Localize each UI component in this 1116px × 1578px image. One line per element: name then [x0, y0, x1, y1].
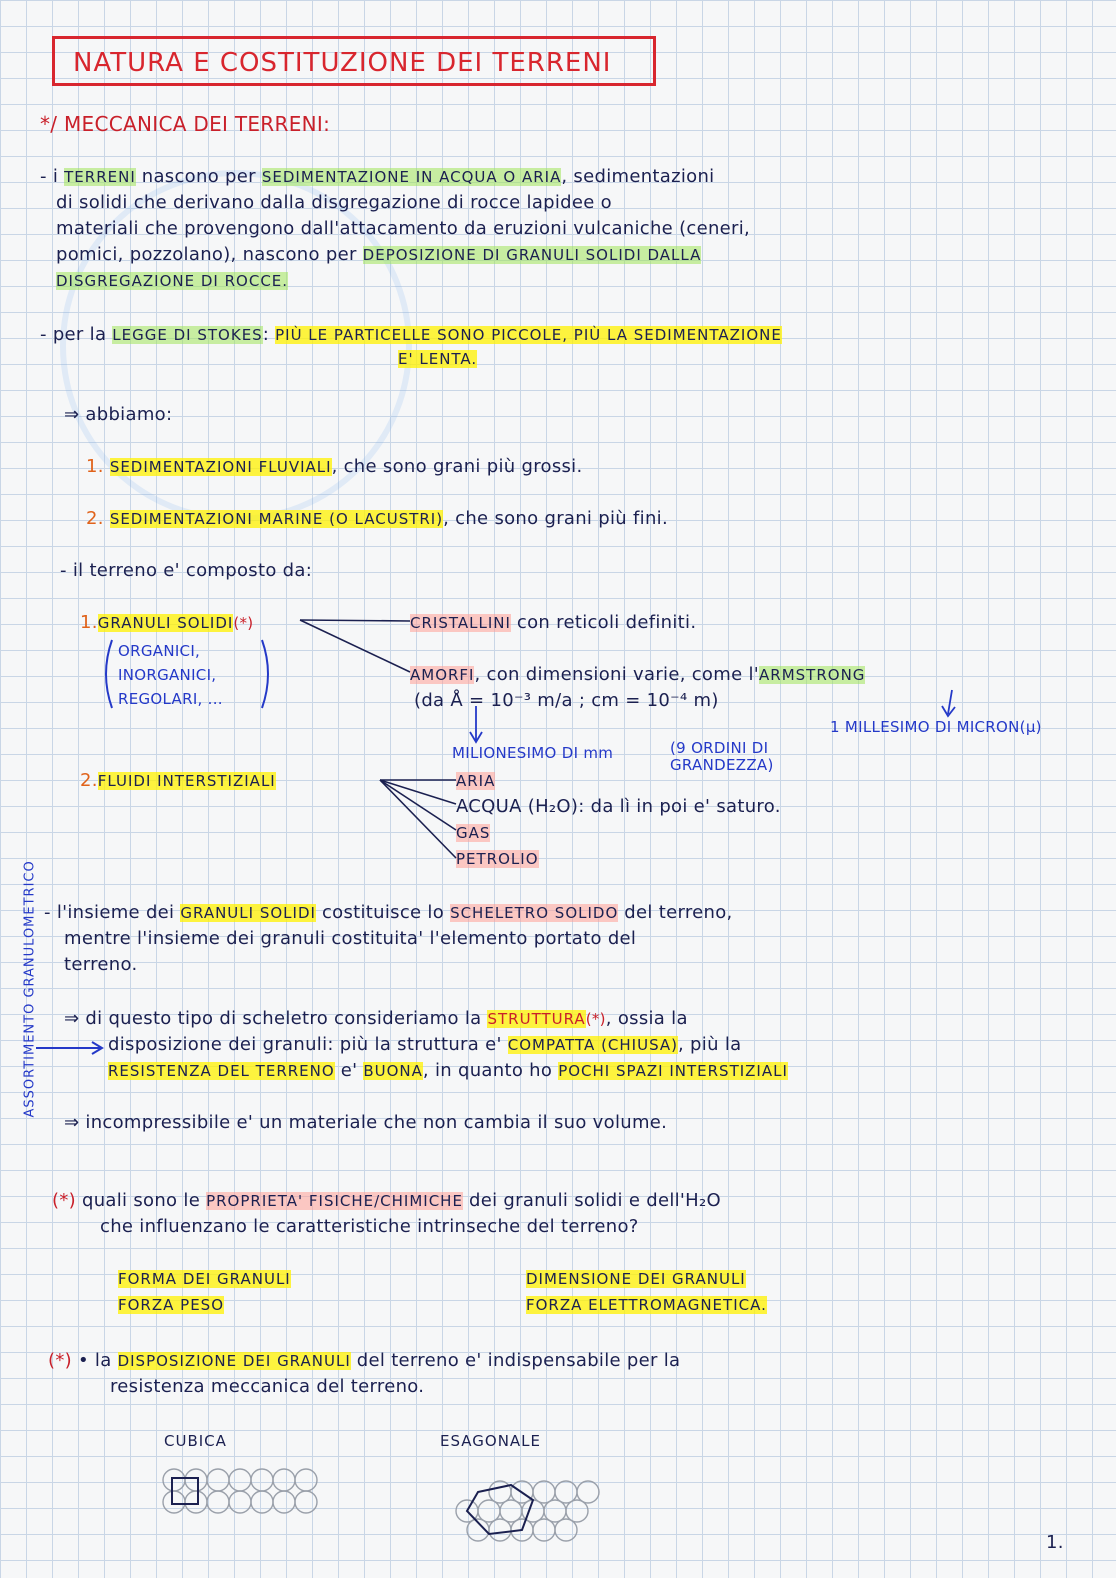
text: - l'insieme dei [44, 902, 181, 923]
highlight-amorfi: AMORFI [410, 666, 475, 684]
text: pomici, pozzolano), nascono per [56, 244, 363, 265]
text: - i [40, 166, 65, 187]
highlight-struttura: STRUTTURA [487, 1010, 586, 1028]
text: e' [334, 1060, 364, 1081]
star-marker: (*) [585, 1010, 606, 1028]
text: , che sono grani più grossi. [331, 456, 583, 477]
page-number: 1. [1046, 1532, 1064, 1553]
text: , più la [678, 1034, 742, 1055]
question-line2: che influenzano le caratteristiche intrinseche del terreno? [100, 1216, 639, 1237]
text: nascono per [135, 166, 262, 187]
p5: ⇒ incompressibile e' un materiale che non cambia il suo volume. [64, 1112, 668, 1133]
bracket-right [262, 640, 268, 708]
text: del terreno e' indispensabile per la [350, 1350, 681, 1371]
highlight-peso: FORZA PESO [118, 1296, 225, 1314]
number: 2. [86, 508, 104, 529]
cubic-packing [163, 1469, 317, 1513]
number: 1. [80, 612, 98, 633]
number: 2. [80, 770, 98, 791]
highlight-particelle: PIÙ LE PARTICELLE SONO PICCOLE, PIÙ LA SEDIMENTAZIONE [275, 326, 782, 344]
highlight-disgregazione: DISGREGAZIONE DI ROCCE. [56, 272, 289, 290]
highlight-dimensione: DIMENSIONE DEI GRANULI [526, 1270, 746, 1288]
highlight-granuli: GRANULI SOLIDI [97, 614, 234, 632]
number: 1. [86, 456, 104, 477]
text: con reticoli definiti. [510, 612, 697, 633]
text: : [262, 324, 276, 345]
millesimo-micron: 1 MILLESIMO DI MICRON(μ) [830, 718, 1042, 736]
star-marker: (*) [52, 1190, 76, 1211]
highlight-resistenza: RESISTENZA DEL TERRENO [108, 1062, 335, 1080]
highlight-compatta: COMPATTA (CHIUSA) [507, 1036, 679, 1054]
hexagonal-packing [456, 1481, 599, 1541]
section-heading: */ MECCANICA DEI TERRENI: [40, 112, 331, 136]
highlight-armstrong: ARMSTRONG [759, 666, 866, 684]
text: dei granuli solidi e dell'H₂O [462, 1190, 721, 1211]
text: quali sono le [75, 1190, 207, 1211]
highlight-pochi-spazi: POCHI SPAZI INTERSTIZIALI [558, 1062, 788, 1080]
highlight-fluidi: FLUIDI INTERSTIZIALI [97, 772, 276, 790]
p3-line3: terreno. [64, 954, 138, 975]
highlight-aria: ARIA [456, 772, 496, 790]
p3-line2: mentre l'insieme dei granuli costituita' l'elemento portato del [64, 928, 637, 949]
highlight-gas: GAS [456, 824, 491, 842]
highlight-cristallini: CRISTALLINI [410, 614, 511, 632]
star-marker: (*) [48, 1350, 72, 1371]
highlight-granuli-solidi: GRANULI SOLIDI [180, 904, 316, 922]
highlight-terreni: TERRENI [64, 168, 136, 186]
connector-amorfi [300, 620, 410, 672]
text: , che sono grani più fini. [443, 508, 668, 529]
text: , con dimensioni varie, come l' [474, 664, 760, 685]
text: costituisce lo [315, 902, 451, 923]
label-cubica: CUBICA [164, 1432, 227, 1450]
text: , ossia la [605, 1008, 688, 1029]
connector-gas [380, 780, 456, 830]
highlight-fluviali: SEDIMENTAZIONI FLUVIALI [109, 458, 332, 476]
highlight-lenta: E' LENTA. [398, 350, 478, 368]
highlight-scheletro: SCHELETRO SOLIDO [450, 904, 619, 922]
highlight-buona: BUONA [363, 1062, 423, 1080]
bracket-left [106, 640, 112, 708]
highlight-forma: FORMA DEI GRANULI [118, 1270, 291, 1288]
text: • la [71, 1350, 118, 1371]
fluido-acqua: ACQUA (H₂O): da lì in poi e' saturo. [456, 796, 781, 817]
text: ⇒ di questo tipo di scheletro consideriamo la [64, 1008, 488, 1029]
highlight-disposizione: DISPOSIZIONE DEI GRANULI [117, 1352, 351, 1370]
text: , sedimentazioni [561, 166, 715, 187]
ordini-grandezza: (9 ORDINI DI GRANDEZZA) [670, 739, 774, 774]
star-marker: (*) [233, 614, 254, 632]
milionesimo: MILIONESIMO DI mm [452, 744, 614, 762]
highlight-sedimentazione: SEDIMENTAZIONE IN ACQUA O ARIA [261, 168, 562, 186]
highlight-proprieta: PROPRIETA' FISICHE/CHIMICHE [206, 1192, 463, 1210]
text: - per la [40, 324, 113, 345]
units: (da Å = 10⁻³ m/a ; cm = 10⁻⁴ m) [414, 690, 719, 711]
highlight-stokes: LEGGE DI STOKES [112, 326, 263, 344]
page-title: NATURA E COSTITUZIONE DEI TERRENI [73, 48, 612, 78]
granuli-sub-2: INORGANICI, [118, 666, 217, 684]
connector-cristallini [300, 620, 410, 621]
abbiamo: ⇒ abbiamo: [64, 404, 173, 425]
p1-line3: materiali che provengono dall'attacamento da eruzioni vulcaniche (ceneri, [56, 218, 751, 239]
highlight-petrolio: PETROLIO [456, 850, 539, 868]
granuli-sub-3: REGOLARI, ... [118, 690, 223, 708]
composto: - il terreno e' composto da: [60, 560, 313, 581]
highlight-elettromagnetica: FORZA ELETTROMAGNETICA. [526, 1296, 767, 1314]
text: , in quanto ho [422, 1060, 559, 1081]
p6-line2: resistenza meccanica del terreno. [110, 1376, 425, 1397]
granuli-sub-1: ORGANICI, [118, 642, 201, 660]
text: del terreno, [618, 902, 733, 923]
label-esagonale: ESAGONALE [440, 1432, 542, 1450]
highlight-deposizione: DEPOSIZIONE DI GRANULI SOLIDI DALLA [362, 246, 702, 264]
p1-line2: di solidi che derivano dalla disgregazione di rocce lapidee o [56, 192, 612, 213]
text: disposizione dei granuli: più la struttura e' [108, 1034, 508, 1055]
vertical-note: ASSORTIMENTO GRANULOMETRICO [22, 860, 38, 1118]
highlight-marine: SEDIMENTAZIONI MARINE (O LACUSTRI) [109, 510, 444, 528]
